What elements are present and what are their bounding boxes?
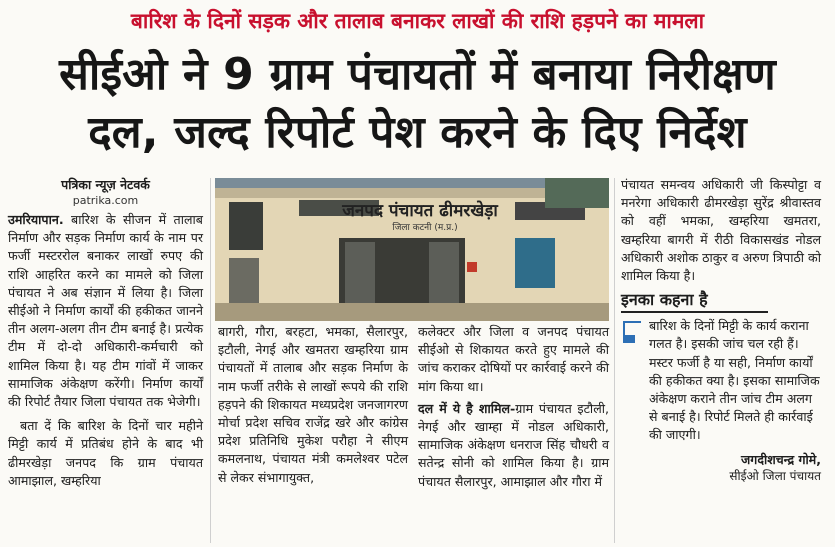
paragraph-text: बारिश के सीजन में तालाब निर्माण और सड़क निर्माण कार्य के नाम पर फर्जी मस्टररोल बनाकर लाखों रुपए की राशि आहरित करने का मामले को जिला पंचायत ने अब संज्ञान में लिया है। जिला सीईओ ने निर्माण कार्यों की हकीकत जानने तीन अलग-अलग तीन टीम बनाई है। प्रत्येक टीम में दो-दो अधिकारी-कर्मचारी को शामिल किया है। यह टीम गांवों में जाकर सामाजिक अंकेक्षण करेंगी। निर्माण कार्यों की रिपोर्ट तैयार जिला पंचायत तक भेजेगी। bbox=[8, 212, 203, 410]
paragraph bbox=[418, 400, 609, 491]
kicker-strip bbox=[0, 0, 835, 40]
photo-sign-text: जनपद पंचायत ढीमरखेड़ा bbox=[342, 201, 498, 221]
quote-icon bbox=[623, 321, 641, 343]
subheading: दल में ये है शामिल- bbox=[418, 400, 516, 416]
building-illustration bbox=[215, 178, 609, 321]
quote-text: बारिश के दिनों मिट्टी के कार्य कराना गलत है। इसकी जांच चल रही हैं। मस्टर फर्जी है या सही, निर्माण कार्यों की हकीकत क्या है। इसका सामाजिक अंकेक्षण कराने तीन जांच टीम अलग से बनाई है। रिपोर्ट मिलते ही कार्रवाई की जाएगी। bbox=[649, 318, 820, 443]
website: patrika.com bbox=[72, 194, 139, 207]
column-2 bbox=[218, 323, 408, 487]
headline-line-2: दल, जल्द रिपोर्ट पेश करने के दिए निर्देश bbox=[88, 107, 747, 158]
column-4 bbox=[621, 176, 821, 484]
paragraph: कलेक्टर और जिला व जनपद पंचायत सीईओ से शिकायत करते हुए मामले की जांच कराकर दोषियों पर कार्रवाई करने की मांग किया था। bbox=[418, 324, 609, 394]
column-3 bbox=[418, 323, 609, 491]
headline bbox=[10, 46, 825, 162]
column-rule bbox=[614, 178, 615, 543]
paragraph: बता दें कि बारिश के दिनों चार महीने मिट्टी कार्य में प्रतिबंध होने के बाद भी ढीमरखेड़ा जनपद कि ग्राम पंचायत आमाझाल, खम्हरिया bbox=[8, 418, 203, 488]
paragraph: पंचायत समन्वय अधिकारी जी किस्पोट्टा व मनरेगा अधिकारी ढीमरखेड़ा सुरेंद्र श्रीवास्तव को वहीं भमका, खम्हरिया खमतरा, खम्हरिया बागरी में रीठी विकासखंड नोडल अधिकारी अशोक ठाकुर व अरुण त्रिपाठी को शामिल किया है। bbox=[621, 177, 821, 284]
building-photo bbox=[215, 178, 609, 321]
column-rule bbox=[210, 178, 211, 543]
column-1 bbox=[8, 176, 203, 490]
photo-sign-subtext: जिला कटनी (म.प्र.) bbox=[392, 223, 458, 233]
paragraph bbox=[8, 211, 203, 411]
signature-title: सीईओ जिला पंचायत bbox=[729, 468, 821, 483]
headline-line-1: सीईओ ने 9 ग्राम पंचायतों में बनाया निरीक्षण bbox=[59, 49, 776, 100]
paragraph-text: ग्राम पंचायत इटौली, नेगई और खाम्हा में नोडल अधिकारी, सामाजिक अंकेक्षण धनराज सिंह चौधरी व सतेन्द्र सोनी को शामिल किया है। ग्राम पंचायत सैलारपुर, आमाझाल और गौरा में bbox=[418, 400, 609, 489]
dateline: उमरियापान. bbox=[8, 212, 64, 227]
side-heading: इनका कहना है bbox=[621, 289, 768, 313]
kicker-text: बारिश के दिनों सड़क और तालाब बनाकर लाखों की राशि हड़पने का मामला bbox=[130, 9, 705, 33]
signature-name: जगदीशचन्द्र गोमे, bbox=[741, 451, 821, 467]
paragraph: बागरी, गौरा, बरहटा, भमका, सैलारपुर, इटौली, नेगई और खमतरा खम्हरिया ग्राम पंचायतों में तालाब और सड़क निर्माण के नाम फर्जी तरीके से लाखों रूपये की राशि हड़पने की शिकायत मध्यप्रदेश जनजागरण मोर्चा प्रदेश सचिव राजेंद्र खरे और कांग्रेस प्रदेश प्रतिनिधि मुकेश परौहा ने सीएम कमलनाथ, पंचायत मंत्री कमलेश्वर पटेल से लेकर संभागायुक्त, bbox=[218, 324, 408, 485]
quote-block bbox=[621, 317, 821, 444]
byline: पत्रिका न्यूज़ नेटवर्क bbox=[61, 177, 150, 192]
